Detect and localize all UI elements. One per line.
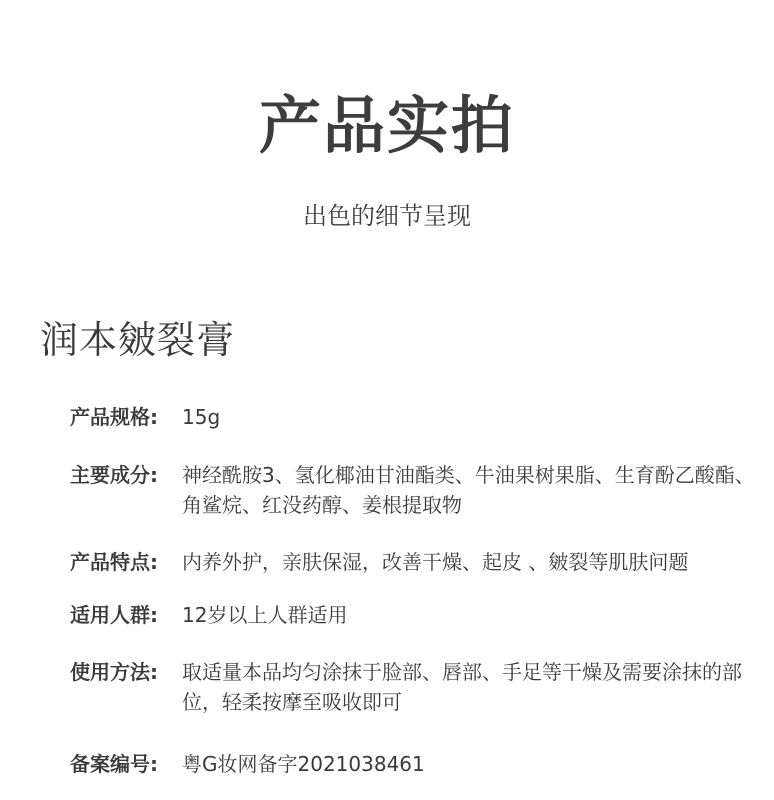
spec-row-usage (70, 657, 760, 717)
spec-row-registration (70, 749, 760, 779)
product-name: 润本皴裂膏 (40, 318, 236, 362)
page-subtitle: 出色的细节呈现 (303, 202, 471, 230)
spec-label: 主要成分: (70, 463, 158, 487)
spec-label: 产品特点: (70, 550, 158, 574)
page-title: 产品实拍 (258, 89, 515, 162)
spec-value: 取适量本品均匀涂抹于脸部、唇部、手足等干燥及需要涂抹的部位，轻柔按摩至吸收即可 (182, 660, 742, 714)
spec-row-ingredients (70, 460, 760, 520)
spec-row-features (70, 547, 760, 577)
spec-row-audience (70, 600, 760, 630)
spec-label: 备案编号: (70, 752, 158, 776)
spec-label: 产品规格: (70, 405, 158, 429)
spec-row-size (70, 402, 760, 432)
spec-value: 粤G妆网备字2021038461 (182, 752, 425, 776)
spec-value: 神经酰胺3、氢化椰油甘油酯类、牛油果树果脂、生育酚乙酸酯、角鲨烷、红没药醇、姜根提取物 (182, 463, 755, 517)
spec-label: 使用方法: (70, 660, 158, 684)
spec-value: 12岁以上人群适用 (182, 603, 348, 627)
spec-value: 15g (182, 405, 221, 429)
spec-label: 适用人群: (70, 603, 158, 627)
spec-value: 内养外护，亲肤保湿，改善干燥、起皮 、皴裂等肌肤问题 (182, 550, 689, 574)
